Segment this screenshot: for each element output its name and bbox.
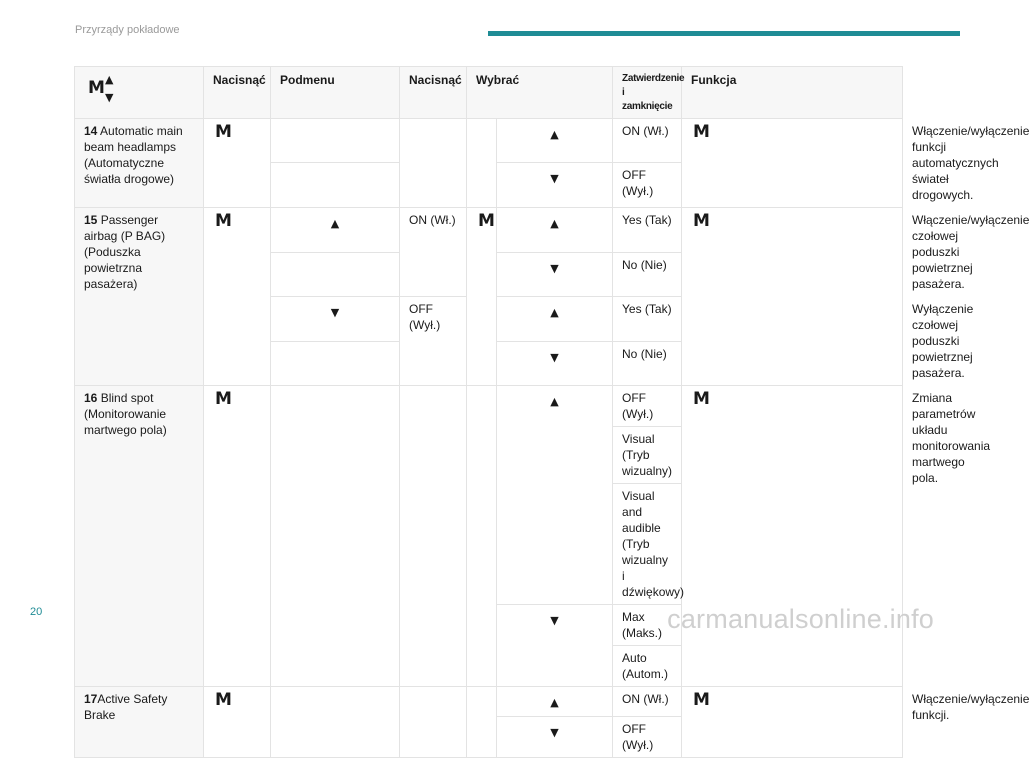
arrow-up-icon: ▲ (550, 395, 559, 408)
arrow-cell (497, 605, 613, 687)
header-menu-nav (75, 67, 204, 119)
menu-cell (682, 208, 903, 386)
empty-cell (467, 119, 497, 208)
option-cell: No (Nie) (613, 252, 682, 297)
arrow-up-icon: ▲ (330, 217, 340, 230)
arrow-up-icon: ▲ (550, 696, 559, 709)
header-press-2: Nacisnąć (400, 67, 467, 119)
option-cell: Auto (Autom.) (613, 646, 682, 687)
empty-cell (467, 386, 497, 687)
menu-button-icon: M (215, 211, 232, 231)
empty-cell (271, 119, 400, 163)
menu-button-icon: M (693, 122, 710, 142)
option-cell: ON (Wł.) (613, 119, 682, 163)
arrow-cell (497, 386, 613, 605)
table-header-row (75, 67, 903, 119)
row-name-cell: 16 Blind spot (Monitorowanie martwego pola) (75, 386, 204, 687)
menu-button-icon: M (693, 389, 710, 409)
arrow-up-icon: ▲ (550, 306, 559, 319)
menu-cell (204, 119, 271, 208)
menu-button-icon: M (215, 690, 232, 710)
menu-button-icon: M (693, 690, 710, 710)
option-cell: ON (Wł.) (613, 687, 682, 717)
empty-cell (271, 341, 400, 386)
menu-cell (682, 687, 903, 758)
arrow-cell (497, 717, 613, 758)
table-row: ▼ OFF (Wył.) ▲ Yes (Tak) Wyłączenie czołowej poduszki powietrznej pasażera. (75, 297, 903, 342)
option-cell: Visual (Tryb wizualny) (613, 427, 682, 484)
option-cell: OFF (Wył.) (613, 386, 682, 427)
submenu-cell: ON (Wł.) (400, 208, 467, 297)
empty-cell (400, 386, 467, 687)
header-submenu: Podmenu (271, 67, 400, 119)
menu-button-icon: M (478, 211, 495, 231)
header-confirm-close: Zatwierdzenie i zamknięcie (613, 67, 682, 119)
arrow-down-icon: ▼ (550, 726, 559, 739)
submenu-cell: OFF (Wył.) (400, 297, 467, 386)
accent-bar (488, 31, 960, 36)
arrow-cell (497, 252, 613, 297)
empty-cell (400, 119, 467, 208)
empty-cell (271, 252, 400, 297)
option-cell: Max (Maks.) (613, 605, 682, 646)
arrow-down-icon: ▼ (550, 350, 559, 364)
arrow-up-icon: ▲ (550, 128, 559, 141)
arrow-cell (497, 162, 613, 207)
section-title: Przyrządy pokładowe (75, 24, 180, 36)
arrow-up-icon: ▲ (550, 217, 559, 230)
empty-cell (271, 687, 400, 758)
arrow-down-icon: ▼ (550, 171, 559, 185)
option-cell: Yes (Tak) (613, 297, 682, 342)
menu-cell (204, 386, 271, 687)
header-select: Wybrać (467, 67, 613, 119)
menu-button-icon: M (693, 211, 710, 231)
arrow-down-icon: ▼ (550, 614, 559, 627)
watermark: carmanualsonline.info (667, 604, 934, 634)
row-name-cell: 17Active Safety Brake (75, 687, 204, 758)
menu-button-icon: M (215, 389, 232, 409)
header-press: Nacisnąć (204, 67, 271, 119)
option-cell: Visual and audible (Tryb wizualny i dźwiękowy) (613, 484, 682, 605)
empty-cell (467, 687, 497, 758)
arrow-down-icon: ▼ (550, 261, 559, 275)
table-row: 17Active Safety Brake M ▲ ON (Wł.) M Włączenie/wyłączenie funkcji. (75, 687, 903, 717)
menu-cell (204, 208, 271, 386)
arrow-cell (497, 341, 613, 386)
arrow-cell (497, 297, 613, 342)
menu-navigation-icon: M ▲ ▼ (88, 73, 114, 104)
empty-cell (271, 386, 400, 687)
menu-cell (204, 687, 271, 758)
arrow-cell (497, 687, 613, 717)
menu-cell (467, 208, 497, 386)
header-function: Funkcja (682, 67, 903, 119)
row-name-cell: 15 Passenger airbag (P BAG) (Poduszka powietrzna pasażera) (75, 208, 204, 386)
row-name-cell: 14 Automatic main beam headlamps (Automatyczne światła drogowe) (75, 119, 204, 208)
option-cell: No (Nie) (613, 341, 682, 386)
table-row: 16 Blind spot (Monitorowanie martwego pola) M ▲ OFF (Wył.) M Zmiana parametrów układu monitorowania martwego pola. (75, 386, 903, 427)
table-row: 15 Passenger airbag (P BAG) (Poduszka powietrzna pasażera) M ▲ ON (Wł.) M ▲ Yes (Tak) M Włączenie/wyłączenie czołowej poduszki powietrznej pasażera. (75, 208, 903, 253)
settings-table (74, 66, 1029, 758)
empty-cell (400, 687, 467, 758)
arrow-down-icon: ▼ (330, 306, 340, 319)
arrow-cell (497, 208, 613, 253)
option-cell: Yes (Tak) (613, 208, 682, 253)
page-number: 20 (30, 606, 43, 618)
table-row: 14 Automatic main beam headlamps (Automatyczne światła drogowe) M ▲ ON (Wł.) M Włączenie/wyłączenie funkcji automatycznych świateł drogowych. (75, 119, 903, 163)
arrow-cell (497, 119, 613, 163)
option-cell: OFF (Wył.) (613, 717, 682, 758)
menu-cell (682, 386, 903, 687)
arrow-cell (271, 297, 400, 342)
empty-cell (271, 162, 400, 207)
option-cell: OFF (Wył.) (613, 162, 682, 207)
menu-cell (682, 119, 903, 208)
menu-button-icon: M (215, 122, 232, 142)
arrow-cell (271, 208, 400, 253)
